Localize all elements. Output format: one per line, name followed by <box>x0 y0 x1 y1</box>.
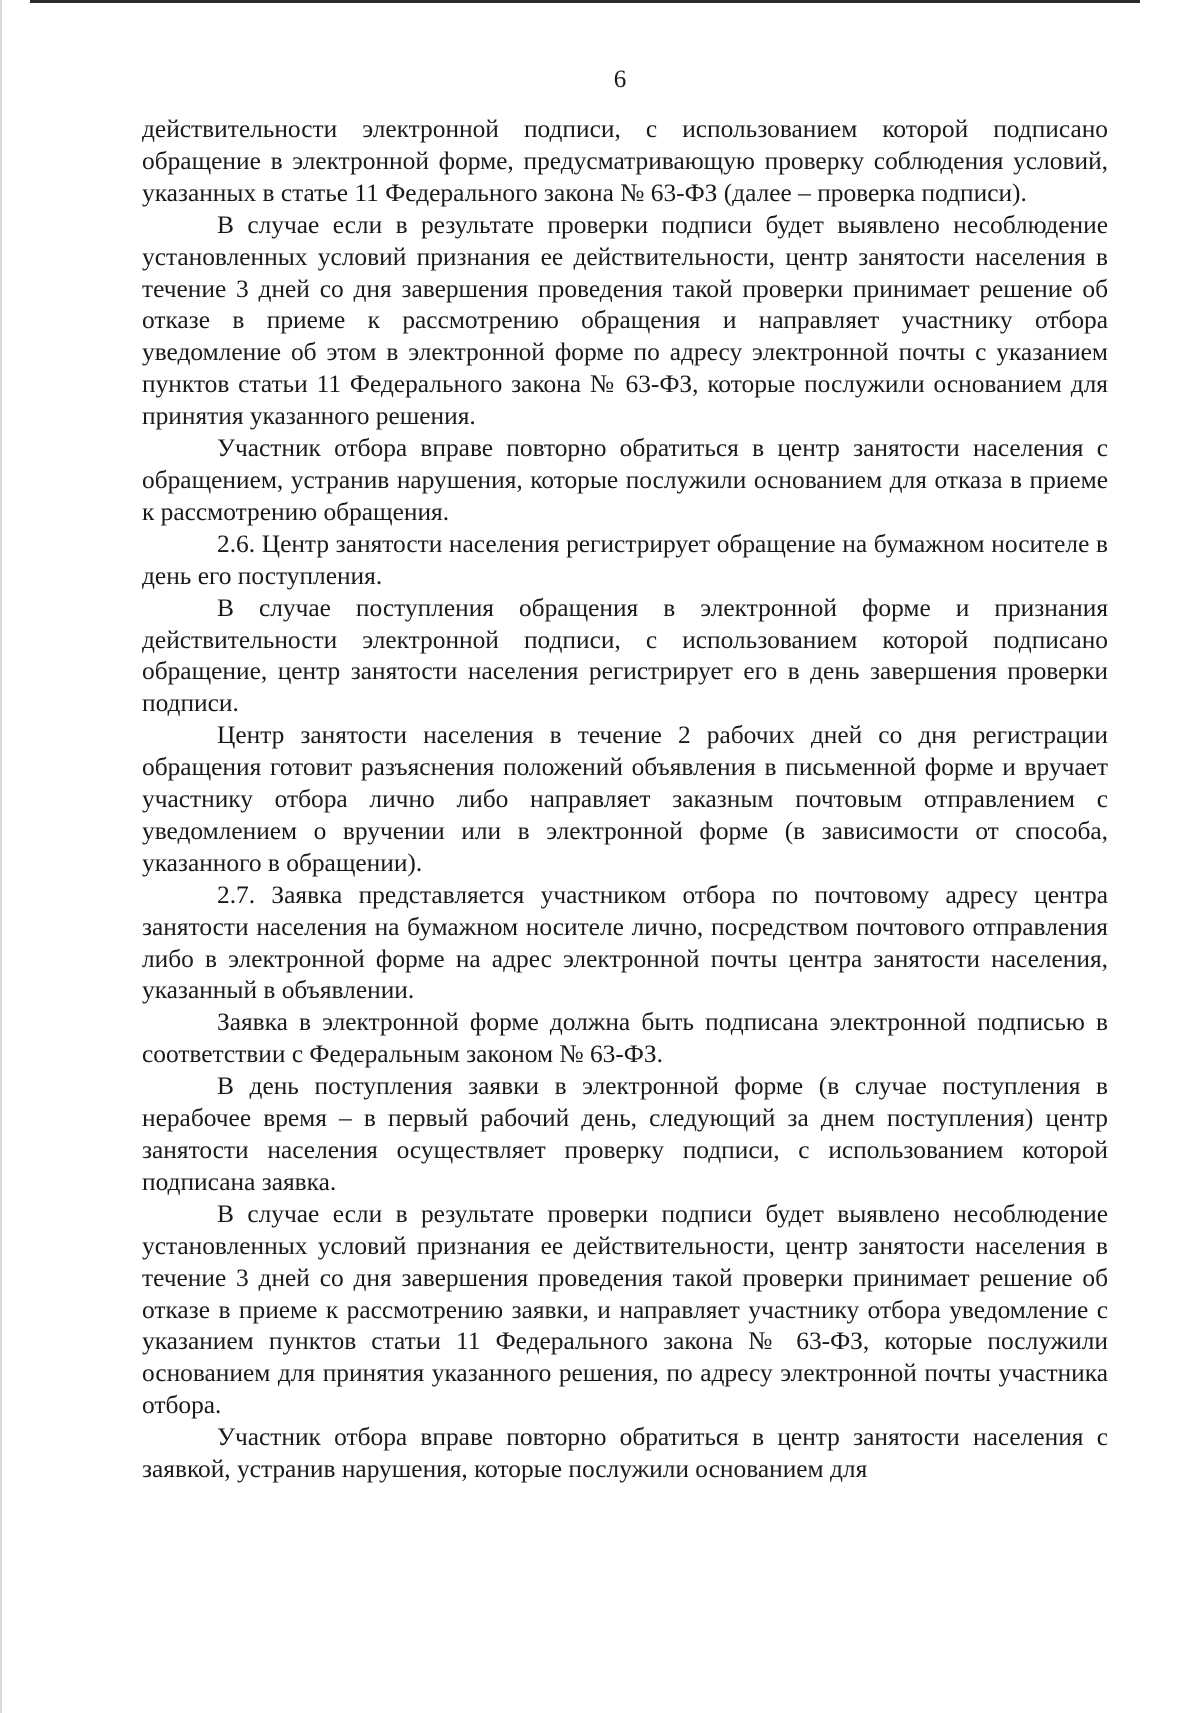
paragraph-section-2-6: 2.6. Центр занятости населения регистрирует обращение на бумажном носителе в день его поступления. <box>142 529 1108 590</box>
document-body <box>142 114 1108 1486</box>
paragraph-electronic-registration: В случае поступления обращения в электронной форме и признания действительности электронной подписи, с использованием которой подписано обращение, центр занятости населения регистрирует его в день завершения проверки подписи. <box>142 593 1108 718</box>
paragraph-clarifications: Центр занятости населения в течение 2 рабочих дней со дня регистрации обращения готовит разъяснения положений объявления в письменной форме и вручает участнику отбора лично либо направляет заказным почтовым отправлением с уведомлением о вручении или в электронной форме (в зависимости от способа, указанного в обращении). <box>142 721 1108 877</box>
scan-top-edge <box>30 0 1140 3</box>
paragraph-application-refusal: В случае если в результате проверки подписи будет выявлено несоблюдение установленных условий признания ее действительности, центр занятости населения в течение 3 дней со дня завершения проведения такой проверки принимает решение об отказе в приеме к рассмотрению заявки, и направляет участнику отбора уведомление с указанием пунктов статьи 11 Федерального закона № 63-ФЗ, которые послужили основанием для принятия указанного решения, по адресу электронной почты участника отбора. <box>142 1199 1108 1420</box>
paragraph-section-2-7: 2.7. Заявка представляется участником отбора по почтовому адресу центра занятости населения на бумажном носителе лично, посредством почтового отправления либо в электронной форме на адрес электронной почты центра занятости населения, указанный в объявлении. <box>142 880 1108 1005</box>
paragraph-signature-check-failure: В случае если в результате проверки подписи будет выявлено несоблюдение установленных условий признания ее действительности, центр занятости населения в течение 3 дней со дня завершения проведения такой проверки принимает решение об отказе в приеме к рассмотрению обращения и направляет участнику отбора уведомление об этом в электронной форме по адресу электронной почты с указанием пунктов статьи 11 Федерального закона № 63-ФЗ, которые послужили основанием для принятия указанного решения. <box>142 210 1108 431</box>
page-number: 6 <box>613 66 627 93</box>
paragraph-resubmit-application: Участник отбора вправе повторно обратиться в центр занятости населения с заявкой, устранив нарушения, которые послужили основанием для <box>142 1423 1108 1484</box>
paragraph-signature-check-day: В день поступления заявки в электронной форме (в случае поступления в нерабочее время – в первый рабочий день, следующий за днем поступления) центр занятости населения осуществляет проверку подписи, с использованием которой подписана заявка. <box>142 1072 1108 1196</box>
paragraph-electronic-signature: Заявка в электронной форме должна быть подписана электронной подписью в соответствии с Федеральным законом № 63-ФЗ. <box>142 1008 1108 1069</box>
paragraph-resubmit-request: Участник отбора вправе повторно обратиться в центр занятости населения с обращением, устранив нарушения, которые послужили основанием для отказа в приеме к рассмотрению обращения. <box>142 434 1108 526</box>
scan-left-edge <box>0 0 2 1713</box>
paragraph-continuation: действительности электронной подписи, с использованием которой подписано обращение в электронной форме, предусматривающую проверку соблюдения условий, указанных в статье 11 Федерального закона № 63-ФЗ (далее – проверка подписи). <box>142 115 1108 207</box>
